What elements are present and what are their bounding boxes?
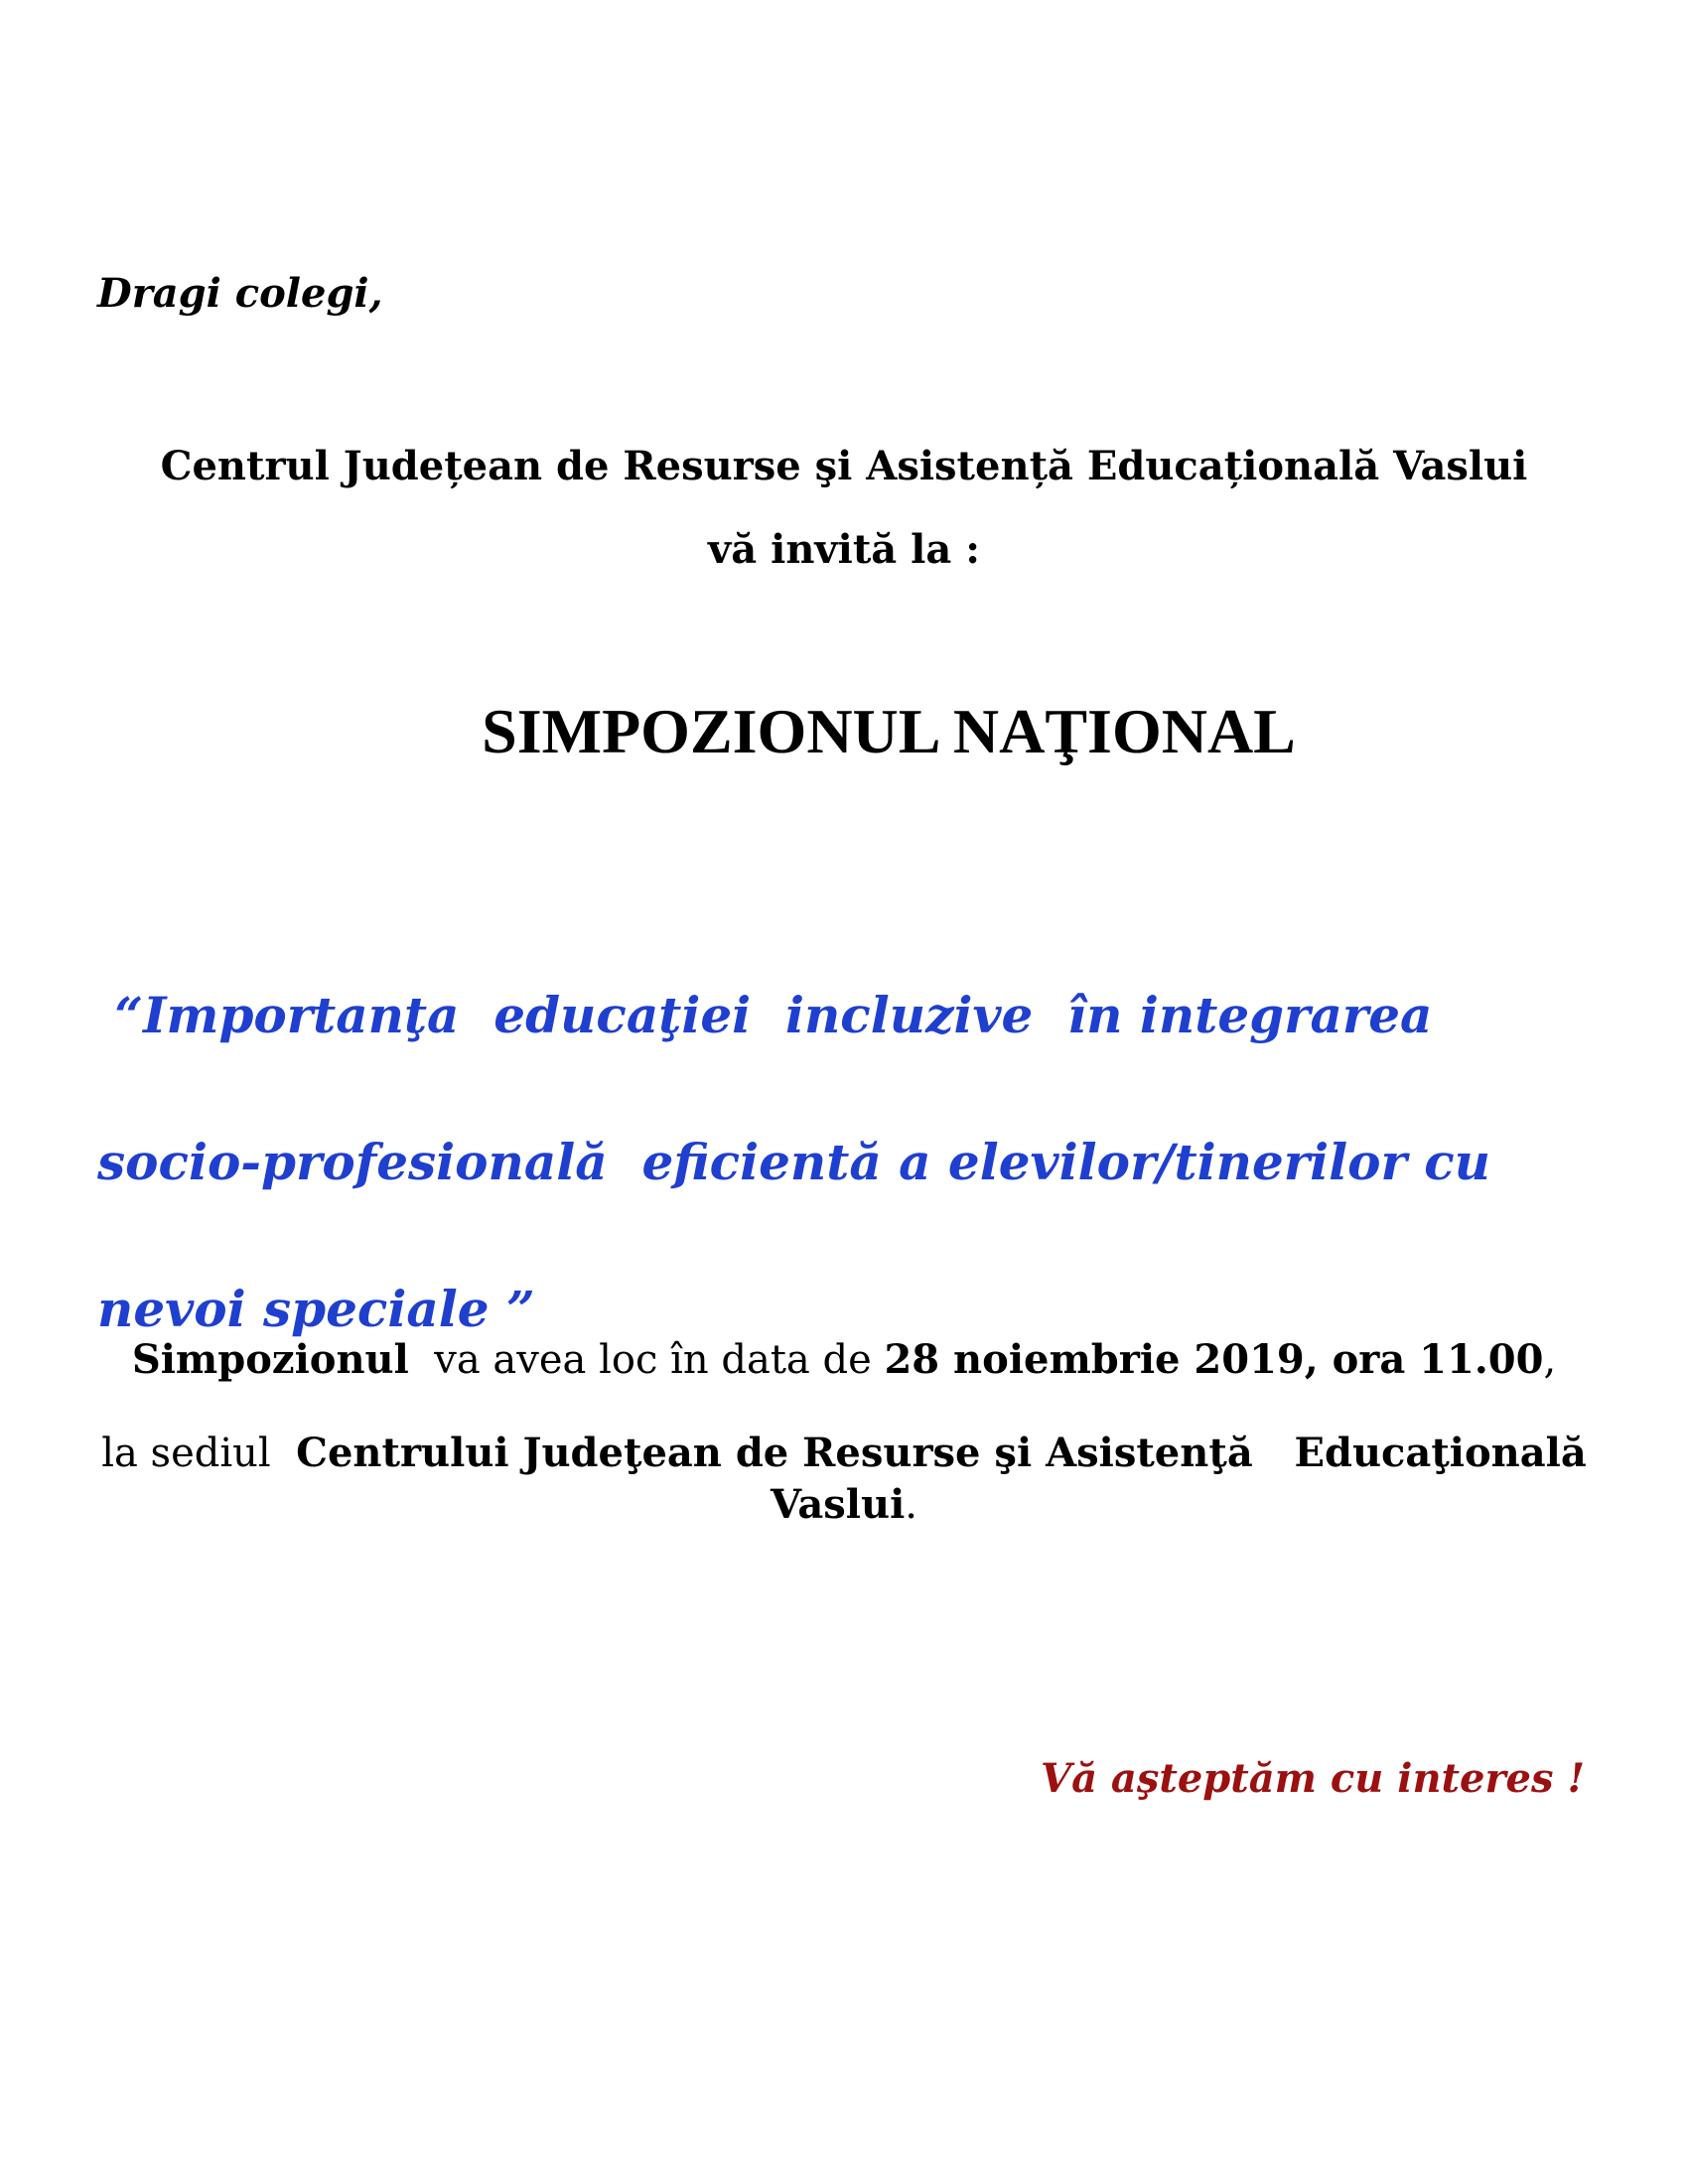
organization-name: Centrul Județean de Resurse şi Asistență Educațională Vaslui [160, 443, 1528, 489]
invite-text: vă invită la : [708, 526, 980, 573]
event-subject: Simpozionul [131, 1336, 409, 1383]
event-date-time: 28 noiembrie 2019, ora 11.00 [884, 1336, 1544, 1383]
closing-text: Vă aşteptăm cu interes ! [1041, 1755, 1585, 1802]
event-date-phrase: va avea loc în data de [408, 1337, 885, 1383]
event-venue-city-line [0, 1477, 1688, 1533]
event-date-comma: , [1543, 1337, 1557, 1383]
greeting: Dragi colegi, [97, 270, 383, 317]
event-title: SIMPOZIONUL NAŢIONAL [482, 696, 1296, 766]
venue-period: . [905, 1482, 917, 1528]
event-theme-line: nevoi speciale ” [97, 1280, 535, 1338]
venue-phrase: la sediul [101, 1431, 297, 1476]
event-theme-line: “Importanţa educaţiei incluzive în integrarea [97, 986, 1433, 1044]
event-date-line [0, 1332, 1688, 1388]
event-theme-line: socio-profesională eficientă a elevilor/tinerilor cu [97, 1133, 1491, 1191]
event-venue-line [0, 1426, 1688, 1481]
venue-name: Centrului Judeţean de Resurse şi Asistenţă Educaţională [296, 1430, 1587, 1476]
venue-city: Vaslui [771, 1481, 906, 1528]
